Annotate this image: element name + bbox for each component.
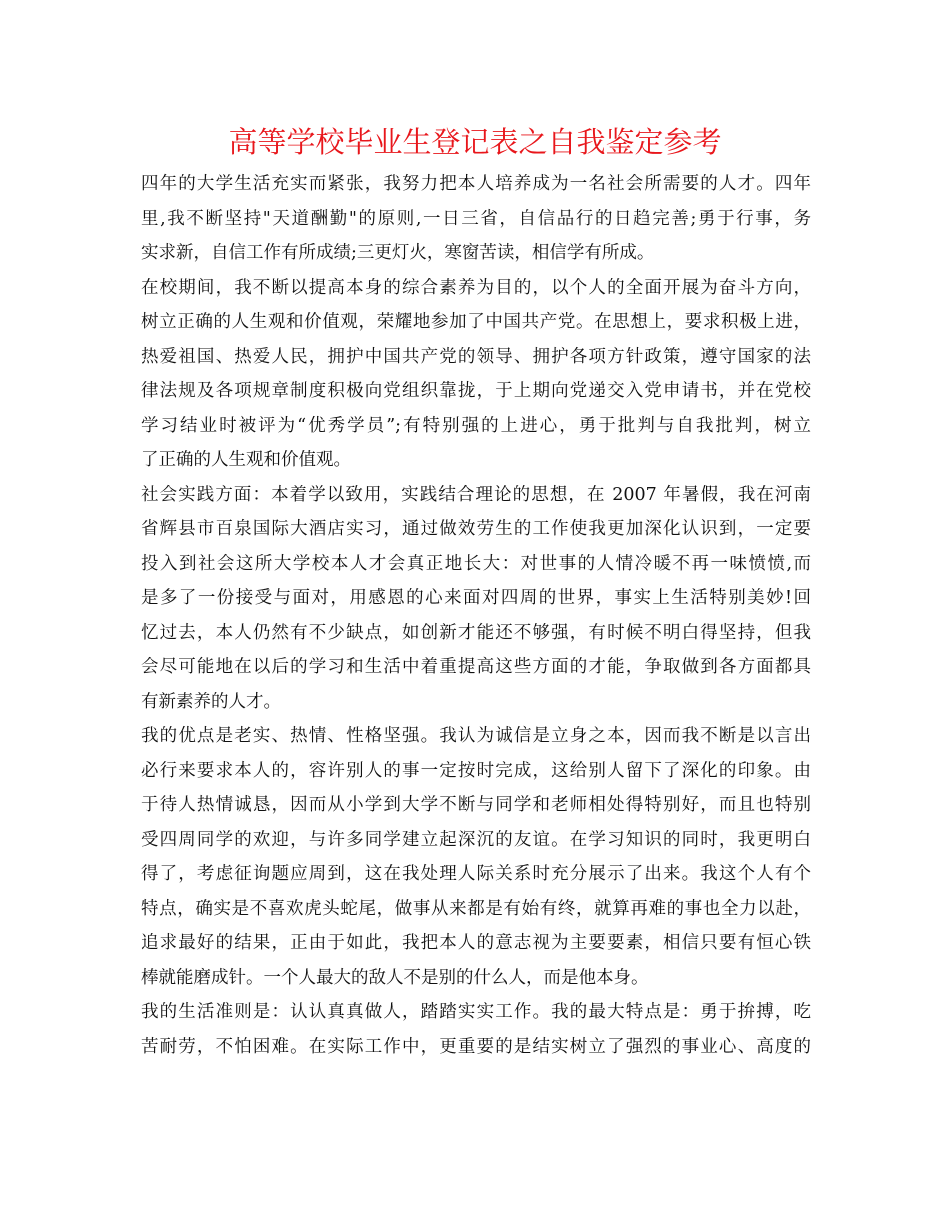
- document-title: 高等学校毕业生登记表之自我鉴定参考: [228, 125, 722, 159]
- paragraph-1: [141, 167, 811, 271]
- text-line: 忆过去，本人仍然有不少缺点，如创新才能还不够强，有时候不明白得坚持，但我: [141, 622, 811, 643]
- text-line: 棒就能磨成针。一个人最大的敌人不是别的什么人，而是他本身。: [141, 967, 649, 988]
- text-line: 四年的大学生活充实而紧张，我努力把本人培养成为一名社会所需要的人才。四年: [141, 174, 811, 194]
- text-line: 省辉县市百泉国际大酒店实习，通过做效劳生的工作使我更加深化认识到，一定要: [141, 519, 811, 539]
- text-line: 是多了一份接受与面对，用感恩的心来面对四周的世界，事实上生活特别美妙!回: [141, 588, 811, 608]
- paragraph-3: [141, 478, 811, 720]
- text-line: 追求最好的结果，正由于如此，我把本人的意志视为主要要素，相信只要有恒心铁: [141, 933, 811, 953]
- text-line: 苦耐劳，不怕困难。在实际工作中，更重要的是结实树立了强烈的事业心、高度的: [141, 1036, 811, 1057]
- text-line: 于待人热情诚恳，因而从小学到大学不断与同学和老师相处得特别好，而且也特别: [141, 795, 811, 815]
- text-line: 会尽可能地在以后的学习和生活中着重提高这些方面的才能，争取做到各方面都具: [141, 657, 811, 677]
- text-line: 必行来要求本人的，容许别人的事一定按时完成，这给别人留下了深化的印象。由: [141, 760, 811, 781]
- text-line: 得了，考虑征询题应周到，这在我处理人际关系时充分展示了出来。我这个人有个: [141, 864, 811, 884]
- text-line: 实求新，自信工作有所成绩;三更灯火，寒窗苦读，相信学有所成。: [141, 243, 655, 263]
- text-line: 里,我不断坚持"天道酬勤"的原则,一日三省，自信品行的日趋完善;勇于行事，务: [141, 208, 811, 229]
- text-line: 有新素养的人才。: [141, 691, 281, 712]
- paragraph-5: [141, 995, 811, 1064]
- document-body: [141, 167, 811, 1064]
- text-line: 在校期间，我不断以提高本身的综合素养为目的，以个人的全面开展为奋斗方向，: [141, 277, 811, 298]
- text-line: 热爱祖国、热爱人民，拥护中国共产党的领导、拥护各项方针政策，遵守国家的法: [141, 346, 811, 367]
- text-line: 投入到社会这所大学校本人才会真正地长大：对世事的人情冷暖不再一味愤愤,而: [141, 553, 811, 574]
- text-line: 受四周同学的欢迎，与许多同学建立起深沉的友谊。在学习知识的同时，我更明白: [141, 829, 811, 850]
- text-line: 我的生活准则是：认认真真做人，踏踏实实工作。我的最大特点是：勇于拚搏，吃: [141, 1002, 811, 1022]
- paragraph-4: [141, 719, 811, 995]
- paragraph-2: [141, 271, 811, 478]
- text-line: 律法规及各项规章制度积极向党组织靠拢，于上期向党递交入党申请书，并在党校: [141, 381, 811, 401]
- text-line: 了正确的人生观和价值观。: [141, 450, 351, 470]
- text-line: 学习结业时被评为“优秀学员”;有特别强的上进心，勇于批判与自我批判，树立: [141, 415, 811, 436]
- text-line: 特点，确实是不喜欢虎头蛇尾，做事从来都是有始有终，就算再难的事也全力以赴，: [141, 898, 811, 919]
- text-line: 树立正确的人生观和价值观，荣耀地参加了中国共产党。在思想上，要求积极上进，: [141, 312, 811, 332]
- text-line: 社会实践方面：本着学以致用，实践结合理论的思想，在 2007 年暑假，我在河南: [141, 484, 811, 505]
- text-line: 我的优点是老实、热情、性格坚强。我认为诚信是立身之本，因而我不断是以言出: [141, 726, 811, 746]
